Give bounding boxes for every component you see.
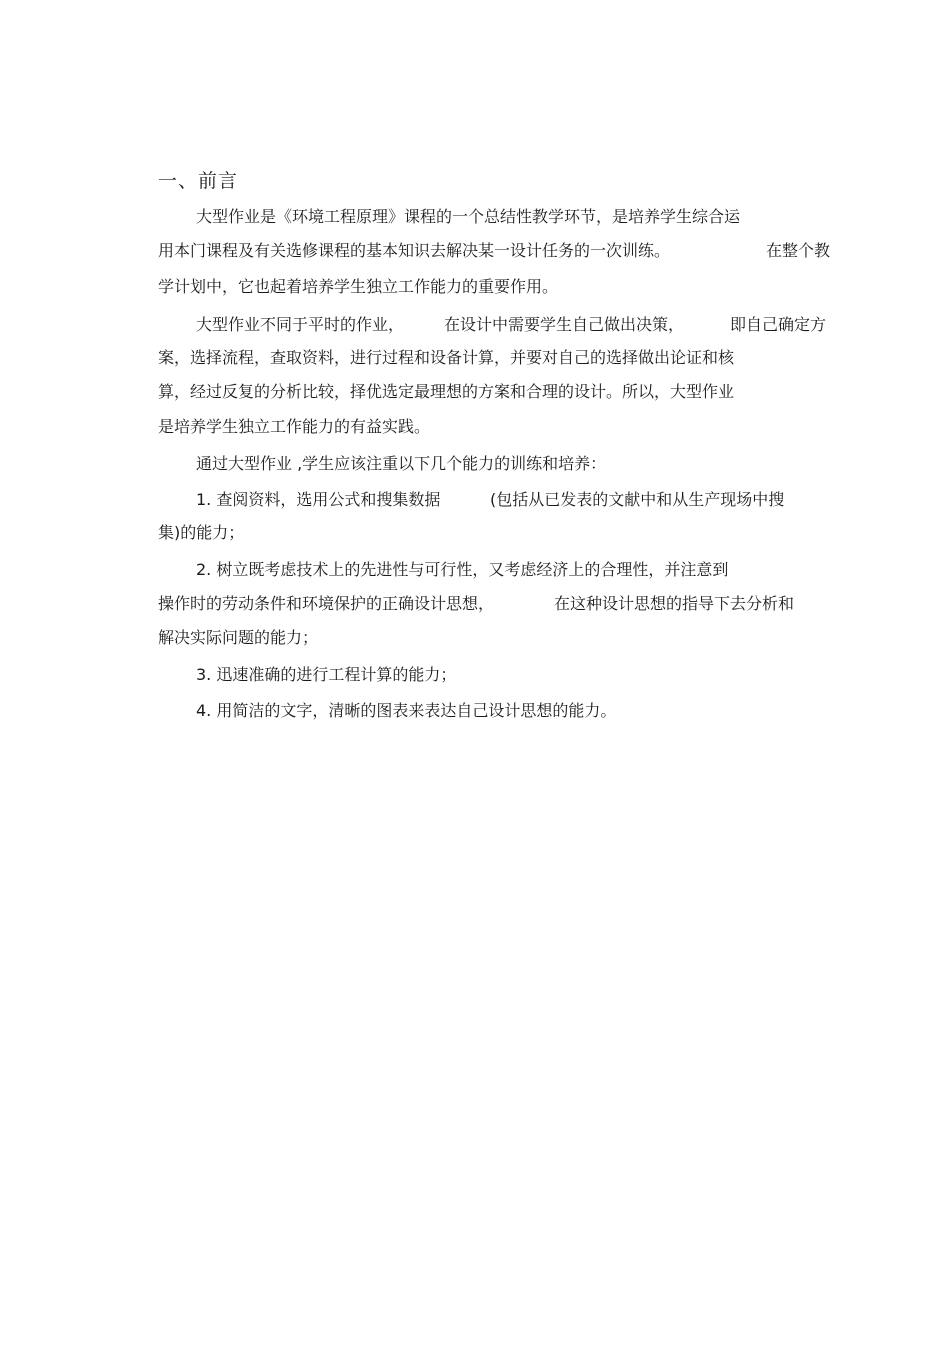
item-2-line-2b: 在这种设计思想的指导下去分析和 <box>554 594 795 613</box>
item-3-line-1: 3. 迅速准确的进行工程计算的能力； <box>196 665 457 684</box>
paragraph-2-line-3: 算，经过反复的分析比较，择优选定最理想的方案和合理的设计。所以，大型作业 <box>158 382 735 401</box>
section-heading: 一、前言 <box>158 170 239 192</box>
paragraph-2-line-1c: 即自己确定方 <box>730 315 827 334</box>
item-1-line-2: 集)的能力； <box>158 523 245 542</box>
paragraph-2-line-2: 案，选择流程，查取资料，进行过程和设备计算，并要对自己的选择做出论证和核 <box>158 348 735 367</box>
paragraph-3-line-1: 通过大型作业 ,学生应该注重以下几个能力的训练和培养： <box>196 454 607 473</box>
paragraph-1-line-1: 大型作业是《环境工程原理》课程的一个总结性教学环节，是培养学生综合运 <box>196 207 741 226</box>
paragraph-1-line-2: 用本门课程及有关选修课程的基本知识去解决某一设计任务的一次训练。 <box>158 241 671 260</box>
paragraph-2-line-1a: 大型作业不同于平时的作业， <box>196 315 405 334</box>
paragraph-1-line-2b: 在整个教 <box>766 241 831 260</box>
item-2-line-1: 2. 树立既考虑技术上的先进性与可行性，又考虑经济上的合理性，并注意到 <box>196 560 729 579</box>
paragraph-1-line-3: 学计划中，它也起着培养学生独立工作能力的重要作用。 <box>158 277 559 296</box>
item-2-line-2a: 操作时的劳动条件和环境保护的正确设计思想， <box>158 594 495 613</box>
paragraph-2-line-4: 是培养学生独立工作能力的有益实践。 <box>158 417 431 436</box>
item-2-line-3: 解决实际问题的能力； <box>158 628 319 647</box>
item-1-line-1b: (包括从已发表的文献中和从生产现场中搜 <box>490 490 785 509</box>
paragraph-2-line-1b: 在设计中需要学生自己做出决策， <box>444 315 685 334</box>
item-1-line-1a: 1. 查阅资料，选用公式和搜集数据 <box>196 490 441 509</box>
item-4-line-1: 4. 用简洁的文字，清晰的图表来表达自己设计思想的能力。 <box>196 701 617 720</box>
